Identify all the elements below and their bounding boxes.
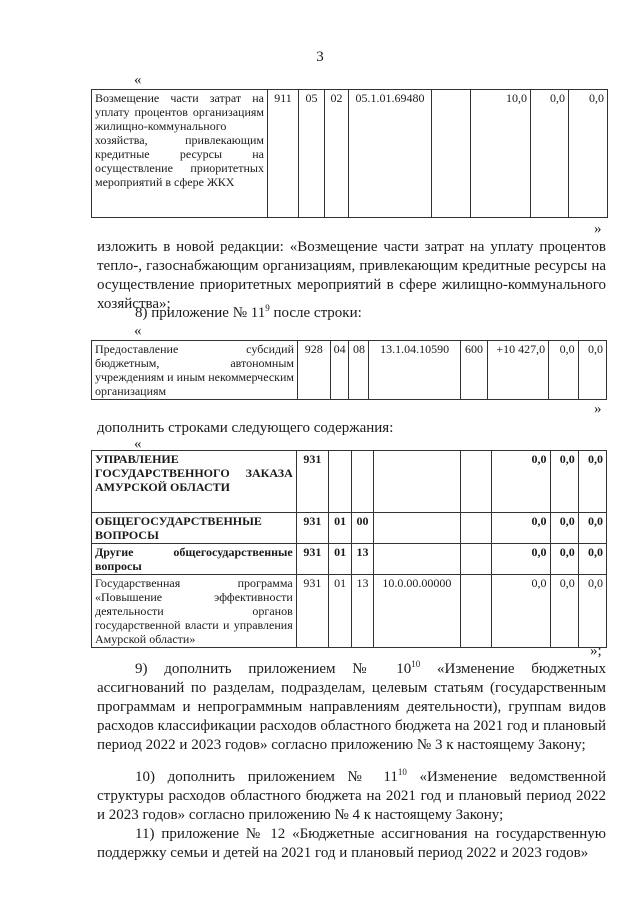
item-9-text-post: «Изменение бюджетных ассигнований по разделам, подразделам, целевым статьям (государственным программам и непрограммным направлениям деятельности), группам видов расходов классификации расходов областного бюджета на 2021 год и плановый период 2022 и 2023 годов» согласно приложению № 3 к настоящему Закону; <box>97 661 606 753</box>
razdel-cell <box>329 451 352 513</box>
item-10-text-post: «Изменение ведомственной структуры расходов областного бюджета на 2021 год и плановый период 2022 и 2023 годов» согласно приложению № 4 к настоящему Закону; <box>97 769 606 823</box>
vr-cell: 600 <box>460 341 487 400</box>
item-8-text: 8) приложение № 11 <box>135 305 266 321</box>
sum-2023-cell: 0,0 <box>578 341 606 400</box>
sum-2021-cell: 0,0 <box>492 451 550 513</box>
item-10-text: 10) дополнить приложением № 11 <box>135 769 398 785</box>
razdel-cell: 05 <box>299 90 325 218</box>
page-number: 3 <box>316 49 324 65</box>
razdel-cell: 01 <box>329 575 352 648</box>
sum-2023-cell: 0,0 <box>578 575 606 648</box>
vr-cell <box>460 575 491 648</box>
sum-2021-cell: 10,0 <box>471 90 531 218</box>
sum-2022-cell: 0,0 <box>531 90 569 218</box>
csr-cell <box>374 451 461 513</box>
sum-2023-cell: 0,0 <box>578 544 606 575</box>
open-quote-3: « <box>134 436 142 452</box>
row-name-cell: Государственная программа «Повышение эффективности деятельности органов государственной власти и управления Амурской области» <box>92 575 297 648</box>
sum-2022-cell: 0,0 <box>550 451 578 513</box>
csr-cell: 10.0.00.00000 <box>374 575 461 648</box>
podrazdel-cell: 02 <box>325 90 349 218</box>
row-name-cell: ОБЩЕГОСУДАРСТВЕННЫЕ ВОПРОСЫ <box>92 513 297 544</box>
podrazdel-cell: 13 <box>352 575 374 648</box>
paragraph-item-9 <box>97 660 606 755</box>
vr-cell <box>432 90 471 218</box>
row-name-cell: Предоставление субсидий бюджетным, автономным учреждениям и иным некоммерческим организациям <box>92 341 298 400</box>
ved-cell: 931 <box>296 513 328 544</box>
sum-2023-cell: 0,0 <box>578 513 606 544</box>
close-quote: » <box>594 221 602 237</box>
budget-table-1 <box>91 89 608 218</box>
sum-2023-cell: 0,0 <box>578 451 606 513</box>
razdel-cell: 04 <box>330 341 349 400</box>
csr-cell <box>374 513 461 544</box>
table-row <box>92 451 607 513</box>
sum-2022-cell: 0,0 <box>549 341 578 400</box>
ved-cell: 931 <box>296 544 328 575</box>
sum-2022-cell: 0,0 <box>550 575 578 648</box>
sum-2022-cell: 0,0 <box>550 544 578 575</box>
sum-2021-cell: +10 427,0 <box>488 341 549 400</box>
row-name-cell: УПРАВЛЕНИЕ ГОСУДАРСТВЕННОГО ЗАКАЗА АМУРСКОЙ ОБЛАСТИ <box>92 451 297 513</box>
sum-2021-cell: 0,0 <box>492 544 550 575</box>
sum-2023-cell: 0,0 <box>569 90 608 218</box>
paragraph-item-11: 11) приложение № 12 «Бюджетные ассигнования на государственную поддержку семьи и детей на 2021 год и плановый период 2022 и 2023 годов» <box>97 826 606 861</box>
paragraph-add-rows: дополнить строками следующего содержания: <box>97 420 394 436</box>
podrazdel-cell: 00 <box>352 513 374 544</box>
vr-cell <box>460 544 491 575</box>
paragraph-item-8 <box>97 304 606 323</box>
vr-cell <box>460 513 491 544</box>
csr-cell: 13.1.04.10590 <box>369 341 460 400</box>
csr-cell: 05.1.01.69480 <box>349 90 432 218</box>
razdel-cell: 01 <box>329 544 352 575</box>
item-8-sup: 9 <box>265 303 270 313</box>
vr-cell <box>460 451 491 513</box>
row-name-cell: Другие общегосударственные вопросы <box>92 544 297 575</box>
row-name-cell: Возмещение части затрат на уплату процентов организациям жилищно-коммунального хозяйства, привлекающим кредитные ресурсы на осуществление приоритетных мероприятий в сфере ЖКХ <box>92 90 268 218</box>
podrazdel-cell: 08 <box>349 341 369 400</box>
podrazdel-cell: 13 <box>352 544 374 575</box>
sum-2021-cell: 0,0 <box>492 575 550 648</box>
close-quote-semicolon: »; <box>590 643 602 659</box>
item-9-sup: 10 <box>411 659 421 669</box>
podrazdel-cell <box>352 451 374 513</box>
budget-table-2 <box>91 340 607 400</box>
budget-table-3 <box>91 450 607 648</box>
table-row <box>92 544 607 575</box>
open-quote-2: « <box>134 323 142 339</box>
ved-cell: 911 <box>268 90 299 218</box>
ved-cell: 928 <box>298 341 331 400</box>
close-quote-2: » <box>594 401 602 417</box>
open-quote: « <box>134 72 142 88</box>
table-row <box>92 575 607 648</box>
table-row <box>92 341 607 400</box>
item-10-sup: 10 <box>397 767 407 777</box>
sum-2022-cell: 0,0 <box>550 513 578 544</box>
item-9-text: 9) дополнить приложением № 10 <box>135 661 412 677</box>
table-row <box>92 90 608 218</box>
csr-cell <box>374 544 461 575</box>
table-row <box>92 513 607 544</box>
ved-cell: 931 <box>296 451 328 513</box>
ved-cell: 931 <box>296 575 328 648</box>
paragraph-item-10 <box>97 768 606 825</box>
item-8-text-post: после строки: <box>269 305 362 321</box>
razdel-cell: 01 <box>329 513 352 544</box>
sum-2021-cell: 0,0 <box>492 513 550 544</box>
paragraph-redaction: изложить в новой редакции: «Возмещение части затрат на уплату процентов тепло-, газоснабжающим организациям, привлекающим кредитные ресурсы на осуществление приоритетных мероприятий в сфере жилищно-коммунального хозяйства»; <box>97 239 606 312</box>
